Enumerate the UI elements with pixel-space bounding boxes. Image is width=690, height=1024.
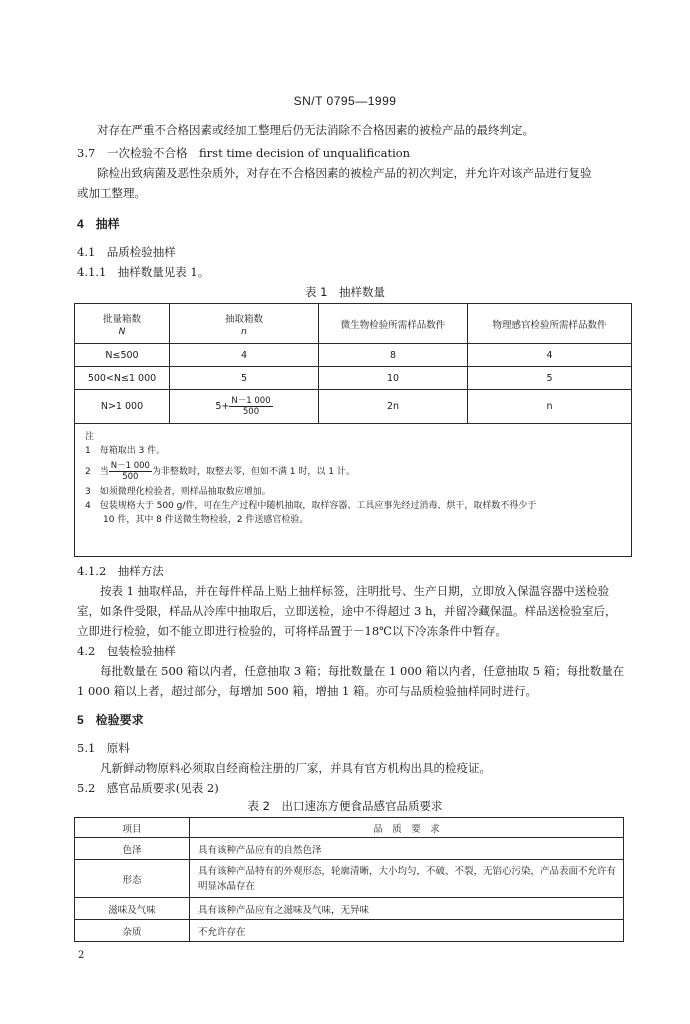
- table-cell-formula: 5+ $\frac{N-1 000}{500}$: [170, 390, 319, 424]
- sensory-quality-table: [74, 817, 624, 942]
- table-cell: 500<N≤1 000: [75, 367, 170, 390]
- sampling-table: [74, 303, 632, 557]
- note-item: 4 包装规格大于 500 g/件，可在生产过程中随机抽取，取样容器、工具应事先经过消毒、烘干，取样数不得少于: [85, 501, 537, 511]
- table-cell: 10: [319, 367, 468, 390]
- section-5-1-heading: 5.1 原料: [77, 741, 130, 755]
- section-3-7-body-line1: 除检出致病菌及恶性杂质外，对存在不合格因素的被检产品的初次判定，并允许对该产品进行复验: [97, 166, 592, 180]
- section-3-7-title: 一次检验不合格 first time decision of unqualification: [107, 146, 411, 160]
- table-header-cell: 批量箱数 N: [75, 304, 170, 344]
- table-cell: 形态: [75, 860, 190, 898]
- section-4-heading: 4 抽样: [77, 217, 120, 231]
- table-cell: N≤500: [75, 344, 170, 367]
- table-cell: 杂质: [75, 920, 190, 942]
- page-number: 2: [78, 950, 85, 961]
- section-3-7-number: 3.7: [77, 146, 96, 160]
- table-cell: 具有该种产品特有的外观形态，轮廓清晰，大小均匀，不破、不裂，无馅心污染，产品表面不允许有明显冰晶存在: [190, 860, 624, 898]
- table-cell: 具有该种产品应有的自然色泽: [190, 838, 624, 860]
- table-cell: 不允许存在: [190, 920, 624, 942]
- notes-title: 注: [85, 432, 95, 442]
- table-cell: 4: [170, 344, 319, 367]
- table-header-cell: 项目: [75, 818, 190, 838]
- table-cell: 4: [468, 344, 632, 367]
- table-header-cell: 物理感官检验所需样品数件: [468, 304, 632, 344]
- section-4-2-body-line2: 1 000 箱以上者，超过部分，每增加 500 箱，增抽 1 箱。亦可与品质检验抽样同时进行。: [77, 684, 537, 698]
- table-cell: n: [468, 390, 632, 424]
- table-cell: 5: [468, 367, 632, 390]
- table-row: [75, 860, 624, 898]
- table-row: [75, 424, 632, 557]
- section-4-2-heading: 4.2 包装检验抽样: [77, 644, 176, 658]
- section-4-1-1-heading: 4.1.1 抽样数量见表 1。: [77, 265, 210, 279]
- table-row: [75, 920, 624, 942]
- table-header-cell: 品 质 要 求: [190, 818, 624, 838]
- table-cell: 具有该种产品应有之滋味及气味，无异味: [190, 898, 624, 920]
- table-row: [75, 838, 624, 860]
- table-cell: 5: [170, 367, 319, 390]
- table-header-cell: 抽取箱数 n: [170, 304, 319, 344]
- note-item: 2 当 $\frac{N-1 000}{500}$ 为非整数时，取整去零，但如不满 1 时，以 1 计。: [85, 461, 355, 482]
- table-row: [75, 367, 632, 390]
- table-row: [75, 304, 632, 344]
- section-5-heading: 5 检验要求: [77, 713, 144, 727]
- note-item: 3 如须微理化检验者，则样品抽取数应增加。: [85, 487, 271, 497]
- section-4-1-heading: 4.1 品质检验抽样: [77, 245, 176, 259]
- section-4-1-2-heading: 4.1.2 抽样方法: [77, 564, 164, 578]
- note-item: 10 件，其中 8 件送微生物检验，2 件送感官检验。: [85, 515, 309, 525]
- page-header: SN/T 0795—1999: [293, 94, 397, 108]
- section-5-2-heading: 5.2 感官品质要求(见表 2): [77, 781, 219, 795]
- table-row: [75, 898, 624, 920]
- table-row: [75, 344, 632, 367]
- table-header-cell: 微生物检验所需样品数件: [319, 304, 468, 344]
- table-cell: 滋味及气味: [75, 898, 190, 920]
- table1-caption: 表 1 抽样数量: [305, 285, 385, 299]
- section-3-7-body-line2: 或加工整理。: [77, 186, 146, 200]
- table1-notes: [75, 424, 632, 557]
- section-4-1-2-body-line1: 按表 1 抽取样品，并在每件样品上贴上抽样标签，注明批号、生产日期，立即放入保温容器中送检验: [77, 584, 610, 598]
- table-cell: 8: [319, 344, 468, 367]
- table-cell: 2n: [319, 390, 468, 424]
- section-4-1-2-body-line2: 室，如条件受限，样品从冷库中抽取后，立即送检，途中不得超过 3 h，并留冷藏保温。样品送检验室后，: [77, 604, 617, 618]
- paragraph-continuation: 对存在严重不合格因素或经加工整理后仍无法消除不合格因素的被检产品的最终判定。: [97, 123, 534, 137]
- table-cell: 色泽: [75, 838, 190, 860]
- section-4-1-2-body-line3: 立即进行检验，如不能立即进行检验的，可将样品置于－18℃以下冷冻条件中暂存。: [77, 624, 507, 638]
- table-row: [75, 390, 632, 424]
- table2-caption: 表 2 出口速冻方便食品感官品质要求: [247, 799, 443, 813]
- note-item: 1 每箱取出 3 件。: [85, 446, 166, 456]
- table-cell: N>1 000: [75, 390, 170, 424]
- table-row: [75, 818, 624, 838]
- section-4-2-body-line1: 每批数量在 500 箱以内者，任意抽取 3 箱；每批数量在 1 000 箱以内者，任意抽取 5 箱；每批数量在: [77, 664, 625, 678]
- section-5-1-body: 凡新鲜动物原料必须取自经商检注册的厂家，并具有官方机构出具的检疫证。: [77, 761, 491, 775]
